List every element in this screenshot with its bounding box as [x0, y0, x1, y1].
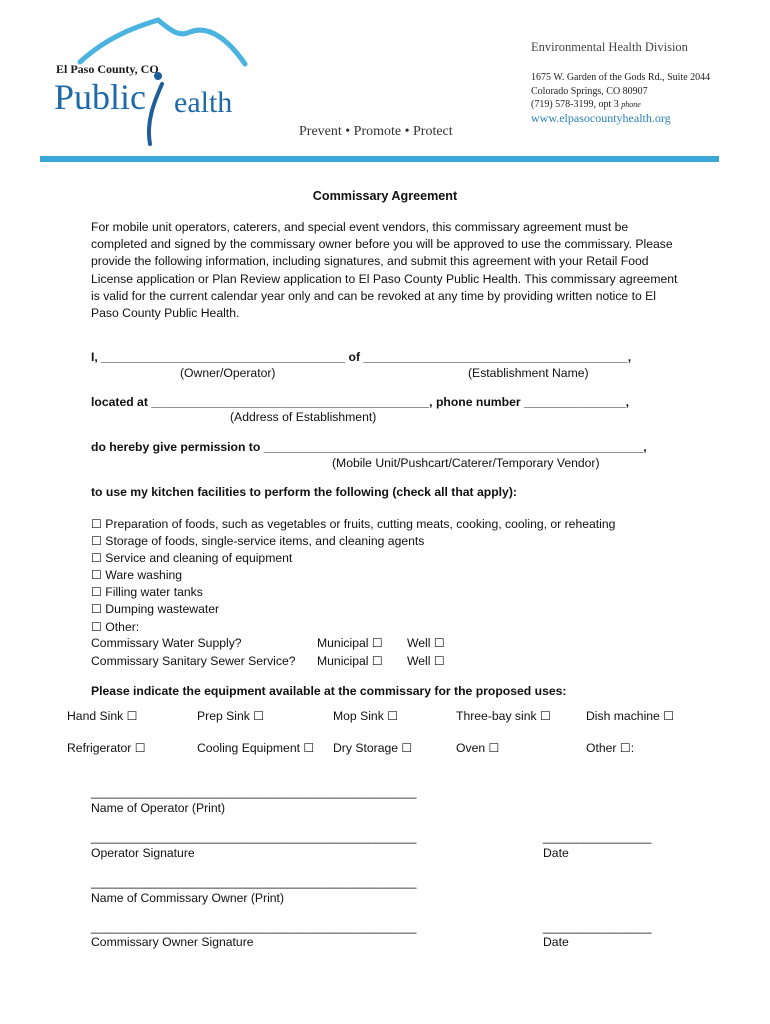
page-title: Commissary Agreement [312, 189, 458, 203]
owner-name-line[interactable]: ________________________________________________ [91, 875, 417, 889]
checklist [91, 516, 615, 636]
sewer-municipal-checkbox[interactable]: Municipal ☐ [317, 654, 383, 668]
website-link[interactable]: www.elpasocountyhealth.org [531, 111, 671, 125]
operator-name-line[interactable]: ________________________________________________ [91, 785, 417, 799]
water-supply-label: Commissary Water Supply? [91, 636, 242, 650]
intro-paragraph: For mobile unit operators, caterers, and special event vendors, this commissary agreement must be completed and signed by the commissary owner before you will be approved to use the commissary. Please provide the following information, including signatures, and submit this agreement with your Retail Food License application or Plan Review application to El Paso County Public Health. This commissary agreement is valid for the current calendar year only and can be revoked at any time by providing written notice to El Paso County Public Health. [91, 220, 678, 321]
equip-dish-machine[interactable]: Dish machine ☐ [586, 709, 675, 723]
equip-oven[interactable]: Oven ☐ [456, 741, 500, 755]
operator-signature-label: Operator Signature [91, 846, 195, 860]
equip-mop-sink[interactable]: Mop Sink ☐ [333, 709, 399, 723]
county-name: El Paso County, CO [56, 62, 159, 76]
division-name: Environmental Health Division [531, 40, 688, 54]
equip-prep-sink[interactable]: Prep Sink ☐ [197, 709, 265, 723]
phone-line [531, 98, 641, 111]
equip-hand-sink[interactable]: Hand Sink ☐ [67, 709, 138, 723]
address-line-1: 1675 W. Garden of the Gods Rd., Suite 2044 [531, 72, 711, 83]
logo [50, 14, 310, 154]
water-municipal-checkbox[interactable]: Municipal ☐ [317, 636, 383, 650]
operator-name-label: Name of Operator (Print) [91, 801, 226, 815]
sewer-service-label: Commissary Sanitary Sewer Service? [91, 654, 296, 668]
check-ware-washing[interactable]: ☐ Ware washing [91, 568, 183, 583]
sewer-well-checkbox[interactable]: Well ☐ [407, 654, 445, 668]
owner-operator-caption: (Owner/Operator) [180, 366, 276, 380]
check-storage[interactable]: ☐ Storage of foods, single-service items, and cleaning agents [91, 534, 425, 549]
equip-cooling[interactable]: Cooling Equipment ☐ [197, 741, 315, 755]
owner-date-line[interactable]: ________________ [543, 920, 652, 934]
kitchen-use-heading: to use my kitchen facilities to perform the following (check all that apply): [91, 485, 517, 499]
check-preparation[interactable]: ☐ Preparation of foods, such as vegetables or fruits, cutting meats, cooking, cooling, or reheating [91, 517, 616, 531]
equip-refrigerator[interactable]: Refrigerator ☐ [67, 741, 146, 755]
address-phone-line[interactable]: located at _________________________________________, phone number _______________, [91, 395, 630, 409]
equip-three-bay-sink[interactable]: Three-bay sink ☐ [456, 709, 551, 723]
brand-ealth: ealth [174, 86, 233, 119]
owner-name-label: Name of Commissary Owner (Print) [91, 891, 285, 905]
phone-number: (719) 578-3199, opt 3 [531, 99, 619, 110]
brand-public: Public [54, 77, 147, 117]
check-other[interactable]: ☐ Other: [91, 619, 140, 634]
check-service-cleaning[interactable]: ☐ Service and cleaning of equipment [91, 551, 293, 566]
permission-line[interactable]: do hereby give permission to ________________________________________________________, [91, 440, 647, 454]
operator-date-label: Date [543, 846, 569, 860]
owner-date-label: Date [543, 935, 569, 949]
owner-signature-label: Commissary Owner Signature [91, 935, 254, 949]
check-dumping-wastewater[interactable]: ☐ Dumping wastewater [91, 602, 220, 617]
owner-establishment-line[interactable]: I, ____________________________________ of _______________________________________, [91, 350, 632, 364]
phone-suffix: phone [621, 100, 641, 109]
vendor-type-caption: (Mobile Unit/Pushcart/Caterer/Temporary Vendor) [332, 456, 600, 470]
address-line-2: Colorado Springs, CO 80907 [531, 86, 648, 97]
water-well-checkbox[interactable]: Well ☐ [407, 636, 445, 650]
equip-other[interactable]: Other ☐: [586, 741, 635, 755]
check-filling-tanks[interactable]: ☐ Filling water tanks [91, 585, 203, 600]
header-divider [40, 156, 719, 162]
tagline: Prevent • Promote • Protect [299, 124, 453, 139]
equip-dry-storage[interactable]: Dry Storage ☐ [333, 741, 413, 755]
owner-signature-line[interactable]: ________________________________________________ [91, 920, 417, 934]
operator-signature-line[interactable]: ________________________________________________ [91, 830, 417, 844]
establishment-name-caption: (Establishment Name) [468, 366, 589, 380]
equipment-heading: Please indicate the equipment available at the commissary for the proposed uses: [91, 684, 567, 698]
operator-date-line[interactable]: ________________ [543, 830, 652, 844]
address-caption: (Address of Establishment) [230, 410, 377, 424]
